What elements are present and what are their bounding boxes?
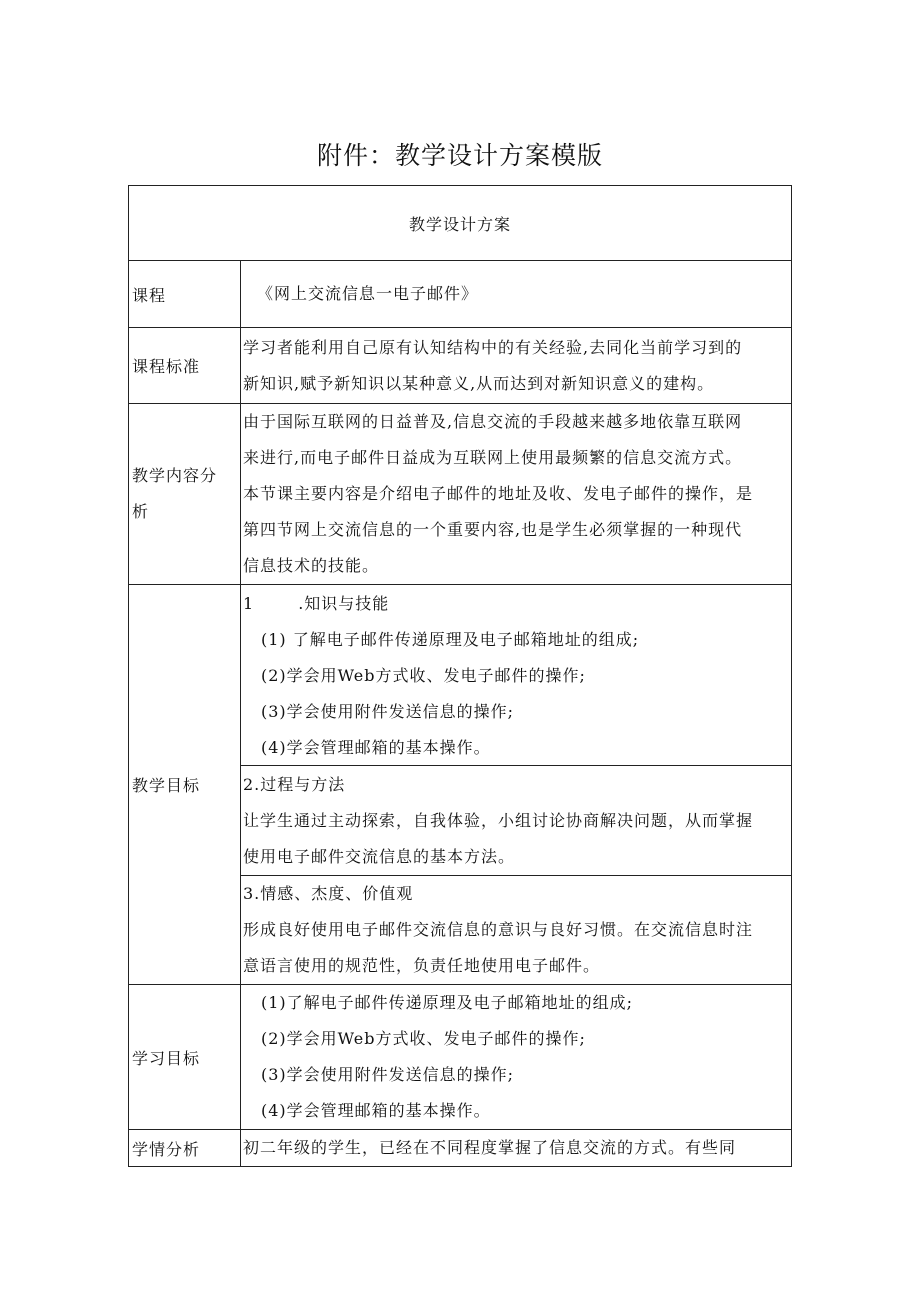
emotion-values-line: 形成良好使用电子邮件交流信息的意识与良好习惯。在交流信息时注: [243, 920, 754, 939]
teaching-plan-table: [128, 185, 792, 1167]
knowledge-skills-cell: [241, 585, 792, 766]
knowledge-skills-item: (4)学会管理邮箱的基本操作。: [261, 738, 491, 757]
learner-analysis-label: 学情分析: [129, 1130, 241, 1167]
learning-goals-label: 学习目标: [129, 985, 241, 1130]
knowledge-skills-title: .知识与技能: [298, 594, 390, 613]
content-analysis-line: 本节课主要内容是介绍电子邮件的地址及收、发电子邮件的操作，是: [243, 484, 754, 503]
table-header-row: [129, 186, 792, 261]
knowledge-skills-number: 1: [243, 594, 255, 613]
learning-goals-item: (2)学会用Web方式收、发电子邮件的操作;: [261, 1029, 586, 1048]
course-value-cell: [241, 261, 792, 328]
learning-goals-item: (1)了解电子邮件传递原理及电子邮箱地址的组成;: [261, 993, 634, 1012]
teaching-goals-row-knowledge: [129, 585, 792, 766]
knowledge-skills-heading: [243, 586, 789, 622]
content-analysis-line: 第四节网上交流信息的一个重要内容,也是学生必须掌握的一种现代: [243, 520, 743, 539]
process-methods-heading: 2.过程与方法: [243, 774, 346, 794]
course-label: 课程: [129, 261, 241, 328]
content-analysis-line: 来进行,而电子邮件日益成为互联网上使用最频繁的信息交流方式。: [243, 448, 743, 467]
standard-label: 课程标准: [129, 328, 241, 404]
page-title: 附件：教学设计方案模版: [316, 141, 603, 170]
learner-analysis-line: 初二年级的学生，已经在不同程度掌握了信息交流的方式。有些同: [243, 1138, 737, 1157]
content-analysis-line: 由于国际互联网的日益普及,信息交流的手段越来越多地依靠互联网: [243, 412, 743, 431]
knowledge-skills-item: (1) 了解电子邮件传递原理及电子邮箱地址的组成;: [261, 630, 640, 649]
learning-goals-cell: [241, 985, 792, 1130]
content-analysis-line: 信息技术的技能。: [243, 556, 380, 575]
learner-analysis-cell: [241, 1130, 792, 1167]
standard-text: [241, 328, 792, 404]
standard-line: 新知识,赋予新知识以某种意义,从而达到对新知识意义的建构。: [243, 373, 715, 393]
standard-row: [129, 328, 792, 404]
table-header: 教学设计方案: [129, 186, 792, 261]
process-methods-line: 让学生通过主动探索，自我体验，小组讨论协商解决问题，从而掌握: [243, 810, 754, 830]
emotion-values-heading: 3.情感、杰度、价值观: [243, 884, 414, 903]
emotion-values-cell: [241, 876, 792, 985]
standard-line: 学习者能利用自己原有认知结构中的有关经验,去同化当前学习到的: [243, 337, 743, 357]
process-methods-line: 使用电子邮件交流信息的基本方法。: [243, 846, 516, 866]
content-analysis-text: [241, 404, 792, 585]
content-analysis-row: [129, 404, 792, 585]
process-methods-cell: [241, 766, 792, 876]
course-row: [129, 261, 792, 328]
teaching-goals-label: 教学目标: [129, 585, 241, 985]
emotion-values-line: 意语言使用的规范性，负责任地使用电子邮件。: [243, 956, 601, 975]
learning-goals-item: (3)学会使用附件发送信息的操作;: [261, 1065, 515, 1084]
course-value: 《网上交流信息一电子邮件》: [257, 284, 479, 303]
knowledge-skills-item: (3)学会使用附件发送信息的操作;: [261, 702, 515, 721]
learner-analysis-row: [129, 1130, 792, 1167]
learning-goals-item: (4)学会管理邮箱的基本操作。: [261, 1101, 491, 1120]
content-analysis-label-text: 教学内容分析: [132, 466, 218, 521]
knowledge-skills-item: (2)学会用Web方式收、发电子邮件的操作;: [261, 666, 586, 685]
content-analysis-label: [129, 404, 241, 585]
learning-goals-row: [129, 985, 792, 1130]
